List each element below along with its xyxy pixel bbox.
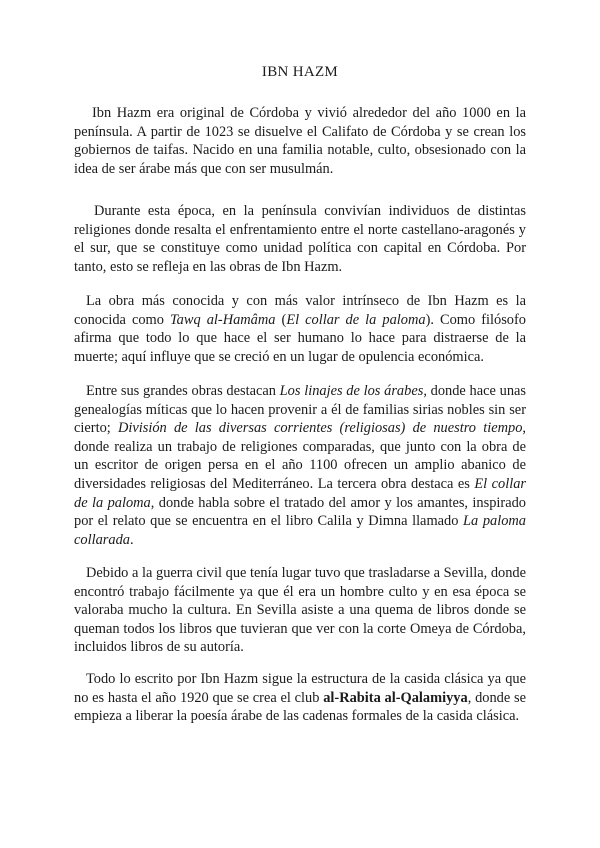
paragraph-4-text-d: , donde habla sobre el tratado del amor y los amantes, inspirado por el relato que se encuentra en el libro Calila y Dimna llamado [74,494,526,530]
paragraph-3-text-b: ( [275,311,287,328]
paragraph-6-text-a: Todo lo escrito por Ibn Hazm sigue la estructura de la casida clásica ya que no es hasta el año 1920 que se crea el club [74,671,526,706]
page-title: IBN HAZM [261,64,339,80]
paragraph-6 [74,670,526,726]
work-title-paloma-collarada: La paloma collarada [74,513,526,548]
paragraph-4 [74,382,526,549]
paragraph-1-text: Ibn Hazm era original de Córdoba y vivió alrededor del año 1000 en la península. A partir de 1023 se disuelve el Califato de Córdoba y se crean los gobiernos de taifas. Nacido en una familia notable, culto, obsesionado con la idea de ser árabe más que con ser musulmán. [74,105,526,177]
work-title-division: División de las diversas corrientes (religiosas) de nuestro tiempo [117,420,523,437]
paragraph-4-text-c: , donde realiza un trabajo de religiones comparadas, que junto con la obra de un escritor de origen persa en el año 1100 ofrecen un amplio abanico de diversidades religiosas del Mediterráneo. La tercera obra destaca es [74,420,526,492]
paragraph-5-text: Debido a la guerra civil que tenía lugar tuvo que trasladarse a Sevilla, donde encontró trabajo fácilmente ya que él era un hombre culto y en esa época se valoraba mucho la cultura. En Sevilla asiste a una quema de libros donde se queman todos los libros que tuvieran que ver con la corte Omeya de Córdoba, incluidos libros de su autoría. [74,565,526,656]
paragraph-4-text-a: Entre sus grandes obras destacan [86,383,280,399]
paragraph-6-text-b: , donde se empieza a liberar la poesía árabe de las cadenas formales de la casida clásica. [74,689,526,725]
paragraph-4-text-b: , donde hace unas genealogías míticas que lo hacen provenir a él de familias sirias nobles sin ser cierto; [74,383,526,437]
paragraph-2-text: Durante esta época, en la península convivían individuos de distintas religiones donde resalta el enfrentamiento entre el norte castellano-aragonés y el sur, que se constituye como unidad política con capital en Córdoba. Por tanto, esto se refleja en las obras de Ibn Hazm. [74,203,526,275]
club-name: al-Rabita al-Qalamiyya [323,689,468,706]
work-title-collar: El collar de la paloma [286,311,426,328]
paragraph-3-text-c: ). Como filósofo afirma que todo lo que hace el ser humano lo hace para distraerse de la muerte; aquí influye que se creció en un lugar de opulencia económica. [74,311,526,365]
paragraph-1 [74,104,526,178]
paragraph-5 [74,564,526,657]
work-title-linajes: Los linajes de los árabes [279,383,424,399]
work-title-collar-2: El collar de la paloma [74,475,526,511]
work-title-tawq: Tawq al-Hamâma [170,311,276,328]
paragraph-3-text-a: La obra más conocida y con más valor intrínseco de Ibn Hazm es la conocida como [74,293,526,328]
paragraph-3 [74,292,526,366]
paragraph-4-text-e: . [129,531,134,548]
paragraph-2 [74,202,526,276]
